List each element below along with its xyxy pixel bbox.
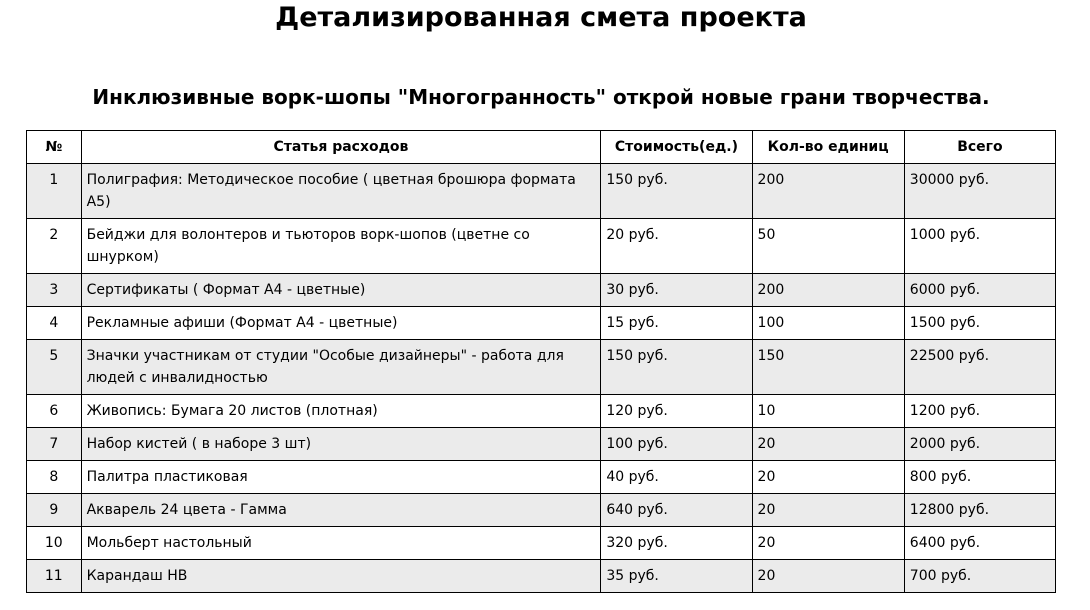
cell-item: Полиграфия: Методическое пособие ( цветная брошюра формата А5) <box>81 164 601 219</box>
cell-num: 3 <box>27 274 82 307</box>
cell-item: Акварель 24 цвета - Гамма <box>81 494 601 527</box>
cell-cost: 640 руб. <box>601 494 752 527</box>
cell-cost: 120 руб. <box>601 395 752 428</box>
table-row <box>27 219 1056 274</box>
cell-qty: 150 <box>752 340 904 395</box>
cell-total: 1200 руб. <box>904 395 1055 428</box>
cell-total: 2000 руб. <box>904 428 1055 461</box>
cell-num: 5 <box>27 340 82 395</box>
cell-qty: 20 <box>752 560 904 593</box>
table-row <box>27 395 1056 428</box>
cell-cost: 150 руб. <box>601 340 752 395</box>
cell-qty: 20 <box>752 527 904 560</box>
cell-qty: 200 <box>752 164 904 219</box>
table-row <box>27 274 1056 307</box>
cell-item: Мольберт настольный <box>81 527 601 560</box>
cell-item: Карандаш HB <box>81 560 601 593</box>
cell-num: 2 <box>27 219 82 274</box>
cell-item: Бейджи для волонтеров и тьюторов ворк-шопов (цветне со шнурком) <box>81 219 601 274</box>
table-row <box>27 560 1056 593</box>
cell-num: 11 <box>27 560 82 593</box>
cell-cost: 15 руб. <box>601 307 752 340</box>
cell-item: Палитра пластиковая <box>81 461 601 494</box>
cell-num: 8 <box>27 461 82 494</box>
cell-cost: 40 руб. <box>601 461 752 494</box>
cell-total: 6400 руб. <box>904 527 1055 560</box>
cell-qty: 200 <box>752 274 904 307</box>
cell-num: 6 <box>27 395 82 428</box>
cell-num: 9 <box>27 494 82 527</box>
table-row <box>27 494 1056 527</box>
cell-cost: 20 руб. <box>601 219 752 274</box>
cell-num: 4 <box>27 307 82 340</box>
table-row <box>27 428 1056 461</box>
cell-qty: 50 <box>752 219 904 274</box>
cell-total: 6000 руб. <box>904 274 1055 307</box>
header-qty: Кол-во единиц <box>752 131 904 164</box>
cell-num: 7 <box>27 428 82 461</box>
table-row <box>27 340 1056 395</box>
cell-item: Сертификаты ( Формат А4 - цветные) <box>81 274 601 307</box>
cell-qty: 10 <box>752 395 904 428</box>
cell-total: 1500 руб. <box>904 307 1055 340</box>
table-row <box>27 164 1056 219</box>
cell-qty: 20 <box>752 461 904 494</box>
cell-total: 1000 руб. <box>904 219 1055 274</box>
header-item: Статья расходов <box>81 131 601 164</box>
cell-num: 10 <box>27 527 82 560</box>
cell-cost: 100 руб. <box>601 428 752 461</box>
cell-item: Набор кистей ( в наборе 3 шт) <box>81 428 601 461</box>
cell-item: Значки участникам от студии "Особые дизайнеры" - работа для людей с инвалидностью <box>81 340 601 395</box>
cell-cost: 30 руб. <box>601 274 752 307</box>
table-row <box>27 307 1056 340</box>
cell-cost: 150 руб. <box>601 164 752 219</box>
cell-cost: 35 руб. <box>601 560 752 593</box>
cell-num: 1 <box>27 164 82 219</box>
header-num: № <box>27 131 82 164</box>
page-subtitle: Инклюзивные ворк-шопы "Многогранность" открой новые грани творчества. <box>92 85 990 109</box>
table-row <box>27 461 1056 494</box>
estimate-table <box>26 130 1056 593</box>
table-row <box>27 527 1056 560</box>
table-header-row <box>27 131 1056 164</box>
cell-qty: 20 <box>752 494 904 527</box>
header-total: Всего <box>904 131 1055 164</box>
cell-total: 800 руб. <box>904 461 1055 494</box>
cell-cost: 320 руб. <box>601 527 752 560</box>
cell-total: 700 руб. <box>904 560 1055 593</box>
cell-item: Рекламные афиши (Формат А4 - цветные) <box>81 307 601 340</box>
cell-qty: 20 <box>752 428 904 461</box>
header-cost: Стоимость(ед.) <box>601 131 752 164</box>
cell-total: 30000 руб. <box>904 164 1055 219</box>
cell-total: 12800 руб. <box>904 494 1055 527</box>
cell-qty: 100 <box>752 307 904 340</box>
page-title: Детализированная смета проекта <box>275 2 807 33</box>
cell-total: 22500 руб. <box>904 340 1055 395</box>
cell-item: Живопись: Бумага 20 листов (плотная) <box>81 395 601 428</box>
table-body <box>27 164 1056 593</box>
